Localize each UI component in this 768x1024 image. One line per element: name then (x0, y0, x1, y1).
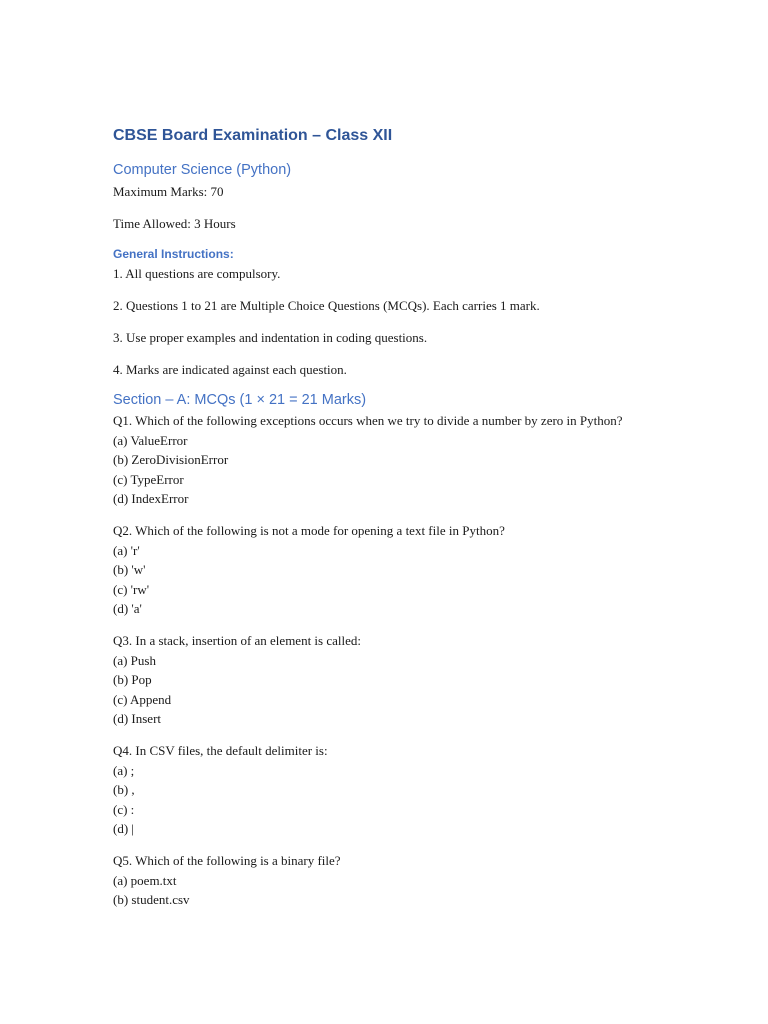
question-q1 (113, 411, 653, 509)
question-text: Q2. Which of the following is not a mode for opening a text file in Python? (113, 523, 505, 538)
subject-heading: Computer Science (Python) (113, 162, 292, 178)
option-item: (d) | (113, 821, 135, 836)
option-item: (a) 'r' (113, 542, 140, 558)
instruction-item: 2. Questions 1 to 21 are Multiple Choice Questions (MCQs). Each carries 1 mark. (113, 297, 540, 313)
option-item: (a) ; (113, 762, 135, 778)
instructions-heading: General Instructions: (113, 246, 234, 261)
section-a-heading: Section – A: MCQs (1 × 21 = 21 Marks) (113, 392, 367, 408)
option-item: (c) Append (113, 691, 172, 707)
instruction-item: 4. Marks are indicated against each question. (113, 361, 347, 377)
question-list (113, 411, 653, 910)
question-text: Q5. Which of the following is a binary file? (113, 853, 341, 868)
option-item: (b) , (113, 782, 135, 797)
page-title: CBSE Board Examination – Class XII (113, 127, 393, 144)
option-item: (c) TypeError (113, 471, 184, 487)
option-item: (b) ZeroDivisionError (113, 452, 229, 467)
instructions-list (113, 264, 653, 380)
instruction-item: 1. All questions are compulsory. (113, 265, 281, 281)
option-item: (c) : (113, 801, 135, 817)
option-item: (a) poem.txt (113, 872, 177, 888)
max-marks: Maximum Marks: 70 (113, 184, 224, 199)
question-q4 (113, 741, 653, 839)
question-q2 (113, 521, 653, 619)
question-q5 (113, 851, 653, 910)
question-text: Q3. In a stack, insertion of an element is called: (113, 633, 362, 648)
document-page (113, 122, 653, 922)
option-item: (b) student.csv (113, 892, 190, 907)
option-item: (d) Insert (113, 711, 162, 726)
option-item: (b) Pop (113, 672, 152, 687)
option-item: (a) Push (113, 652, 156, 668)
instruction-item: 3. Use proper examples and indentation in coding questions. (113, 329, 428, 345)
option-item: (b) 'w' (113, 562, 146, 577)
question-text: Q4. In CSV files, the default delimiter is: (113, 743, 328, 758)
option-item: (a) ValueError (113, 432, 188, 448)
question-text: Q1. Which of the following exceptions occurs when we try to divide a number by zero in Python? (113, 413, 623, 428)
question-q3 (113, 631, 653, 729)
option-item: (c) 'rw' (113, 581, 150, 597)
option-item: (d) 'a' (113, 601, 142, 616)
time-allowed: Time Allowed: 3 Hours (113, 216, 236, 231)
option-item: (d) IndexError (113, 491, 189, 506)
